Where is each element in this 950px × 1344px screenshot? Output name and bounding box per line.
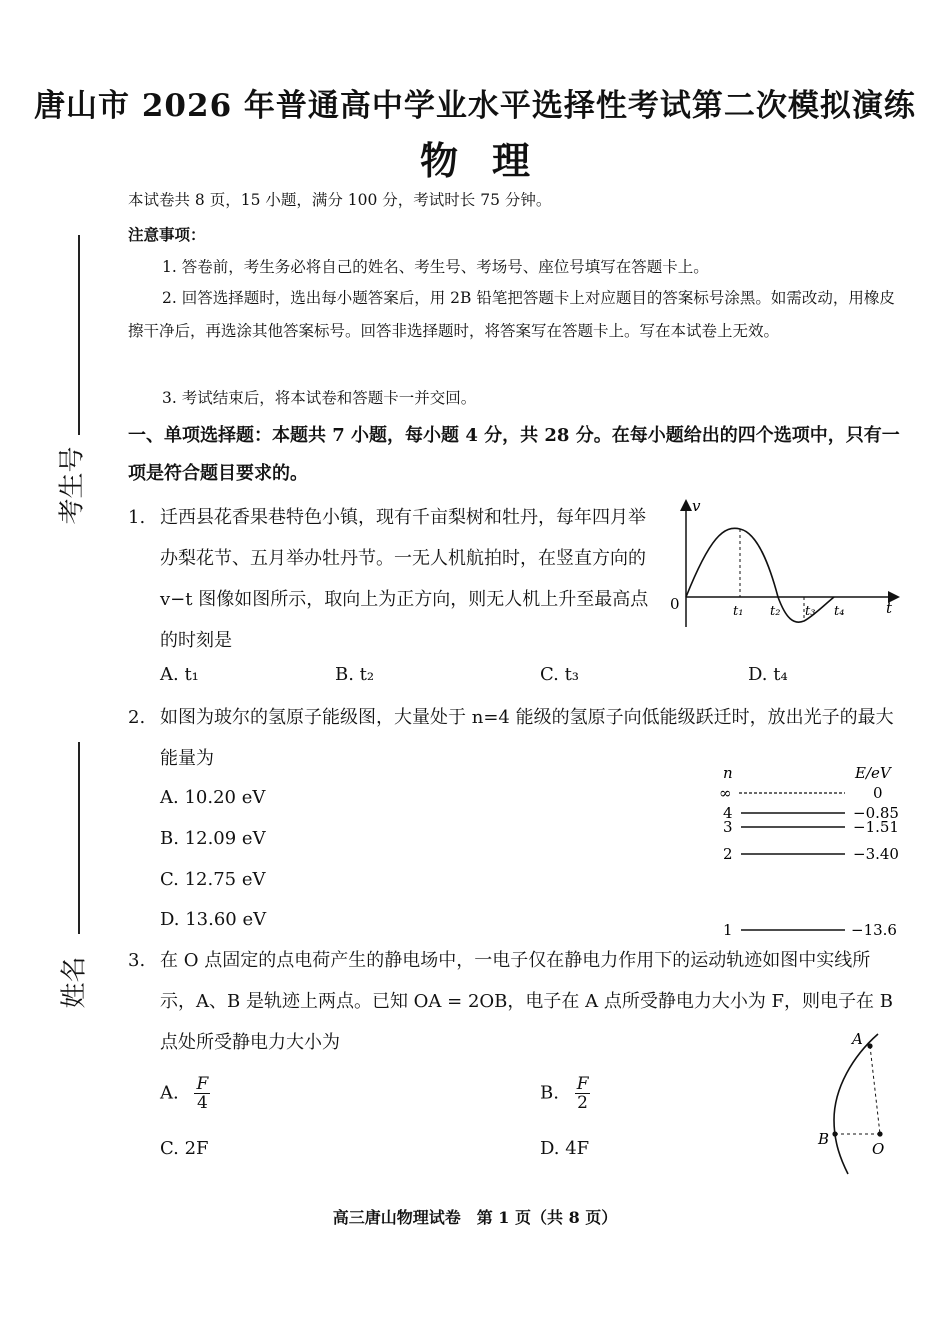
q1-tick-t1: t₁ — [733, 604, 744, 619]
q3-option-b-label: B. — [540, 1082, 559, 1104]
q2-level-n-4: 4 — [723, 804, 733, 822]
q2-text: 如图为玻尔的氢原子能级图，大量处于 n=4 能级的氢原子向低能级跃迁时，放出光子的最大能量为 — [160, 707, 894, 769]
q3-option-d[interactable]: D. 4F — [540, 1138, 590, 1159]
q1-tick-t2: t₂ — [770, 604, 781, 619]
q2-level-e-1: −13.6 — [851, 921, 897, 939]
q2-n-label: n — [723, 764, 733, 782]
name-line — [78, 742, 80, 934]
notice-item-1: 1. 答卷前，考生务必将自己的姓名、考生号、考场号、座位号填写在答题卡上。 — [162, 258, 709, 276]
q3-option-a-den: 4 — [196, 1093, 208, 1113]
q1-option-a[interactable]: A. t₁ — [160, 664, 199, 685]
q3-number: 3. — [128, 950, 146, 971]
q2-e-label: E/eV — [855, 764, 891, 782]
q3-label-b: B — [818, 1130, 830, 1148]
q3-option-a-label: A. — [160, 1082, 179, 1104]
q1-text: 迁西县花香果巷特色小镇，现有千亩梨树和牡丹，每年四月举办梨花节、五月举办牡丹节。一无人机航拍时，在竖直方向的 v−t 图像如图所示，取向上为正方向，则无人机上升至最高点的时刻是 — [160, 507, 649, 651]
q2-level-e-2-value: −3.40 — [853, 845, 899, 863]
q1-axis-t-label: t — [886, 599, 893, 617]
q2-option-b[interactable]: B. 12.09 eV — [160, 828, 266, 849]
q3-trajectory-figure — [808, 1028, 908, 1178]
q2-level-n-3: 3 — [723, 818, 733, 836]
q3-option-a-fraction — [194, 1075, 210, 1112]
notice-item-2: 2. 回答选择题时，选出每小题答案后，用 2B 铅笔把答题卡上对应题目的答案标号涂黑。如需改动，用橡皮擦干净后，再选涂其他答案标号。回答非选择题时，将答案写在答题卡上。写在本试卷上无效。 — [128, 289, 895, 340]
candidate-no-line — [78, 235, 80, 435]
q2-level-e-inf: 0 — [873, 784, 883, 802]
exam-subject: 物理 — [419, 138, 564, 183]
q1-tick-t4: t₄ — [834, 604, 845, 619]
candidate-no-label: 考生号 — [57, 446, 88, 525]
q3-label-o: O — [872, 1140, 885, 1158]
q3-option-a[interactable] — [160, 1075, 210, 1112]
q3-option-b-fraction — [575, 1075, 591, 1112]
q1-tick-t3: t₃ — [805, 604, 816, 619]
q3-option-a-num: F — [196, 1074, 209, 1094]
q1-origin-label: 0 — [670, 595, 680, 613]
q1-option-b[interactable]: B. t₂ — [335, 664, 375, 685]
q2-level-e-3: −1.51 — [853, 818, 899, 836]
name-label: 姓名 — [59, 956, 90, 1009]
q1-vt-graph — [662, 497, 902, 637]
exam-intro: 本试卷共 8 页，15 小题，满分 100 分，考试时长 75 分钟。 — [128, 191, 552, 209]
notice-item-3: 3. 考试结束后，将本试卷和答题卡一并交回。 — [162, 389, 477, 407]
q3-label-a: A — [852, 1030, 863, 1048]
q2-option-a[interactable]: A. 10.20 eV — [160, 787, 266, 808]
page-footer: 高三唐山物理试卷 第 1 页（共 8 页） — [332, 1208, 618, 1227]
q3-option-c[interactable]: C. 2F — [160, 1138, 209, 1159]
q2-number: 2. — [128, 707, 146, 728]
q2-level-n-1: 1 — [723, 921, 733, 939]
notice-heading: 注意事项： — [128, 225, 206, 244]
q2-option-d[interactable]: D. 13.60 eV — [160, 909, 267, 930]
q1-option-c[interactable]: C. t₃ — [540, 664, 580, 685]
q3-text: 在 O 点固定的点电荷产生的静电场中，一电子仅在静电力作用下的运动轨迹如图中实线所示，A、B 是轨迹上两点。已知 OA = 2OB，电子在 A 点所受静电力大小为 F，则电子在 B 点处所受静电力大小为 — [160, 950, 893, 1053]
q2-option-c[interactable]: C. 12.75 eV — [160, 869, 266, 890]
q1-option-d[interactable]: D. t₄ — [748, 664, 788, 685]
q1-number: 1. — [128, 507, 146, 528]
exam-title: 唐山市 2026 年普通高中学业水平选择性考试第二次模拟演练 — [34, 88, 916, 124]
q3-option-b-den: 2 — [577, 1093, 588, 1113]
q2-level-n-2: 2 — [723, 845, 733, 863]
section-1-heading: 一、单项选择题：本题共 7 小题，每小题 4 分，共 28 分。在每小题给出的四个选项中，只有一项是符合题目要求的。 — [128, 425, 900, 484]
q3-option-b-num: F — [576, 1074, 589, 1094]
q1-axis-v-label: v — [692, 497, 701, 515]
q3-oa-dash — [870, 1046, 880, 1134]
q2-energy-level-diagram — [715, 762, 905, 942]
q2-level-e-4: −0.85 — [853, 804, 899, 822]
q3-option-b[interactable] — [540, 1075, 590, 1112]
q2-level-n-inf: ∞ — [719, 784, 732, 802]
